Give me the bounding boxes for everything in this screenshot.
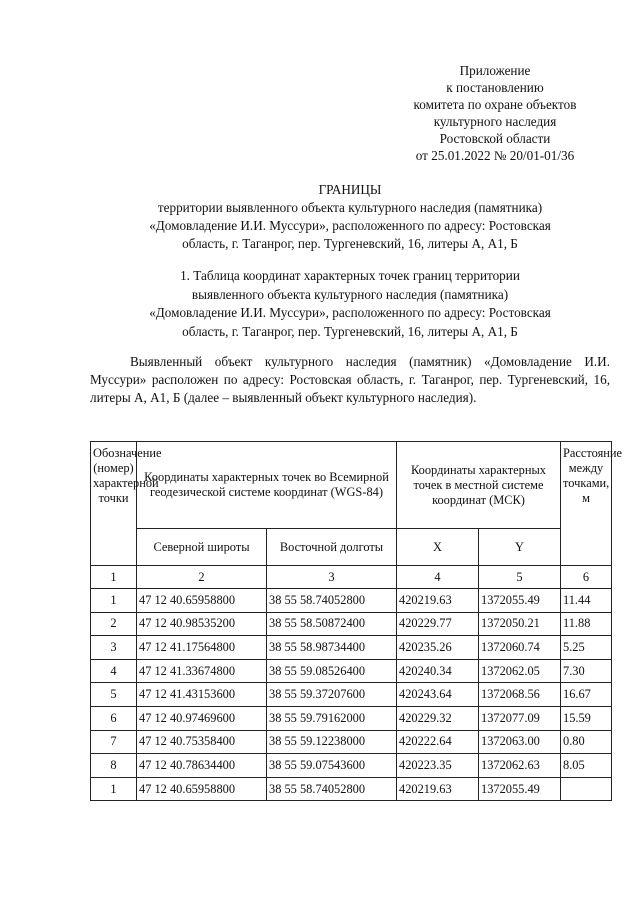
table-row: [91, 612, 612, 636]
cell-east: 38 55 58.98734400: [267, 636, 397, 660]
cell-point: 6: [91, 706, 137, 730]
cell-x: 420219.63: [397, 589, 479, 613]
table-row: [91, 659, 612, 683]
table-subheader-row: [91, 529, 612, 566]
header-wgs: Координаты характерных точек во Всемирной геодезической системе координат (WGS-84): [137, 442, 397, 529]
cell-north: 47 12 40.65958800: [137, 777, 267, 801]
cell-distance: 11.88: [561, 612, 612, 636]
cell-y: 1372068.56: [479, 683, 561, 707]
cell-distance: 0.80: [561, 730, 612, 754]
appendix-line: культурного наследия: [433, 114, 557, 129]
table-row: [91, 730, 612, 754]
cell-point: 2: [91, 612, 137, 636]
table-row: [91, 706, 612, 730]
column-number: 5: [479, 566, 561, 589]
cell-x: 420219.63: [397, 777, 479, 801]
header-point-designation: Обозначение (номер) характерной точки: [91, 442, 137, 566]
cell-x: 420229.32: [397, 706, 479, 730]
cell-east: 38 55 58.74052800: [267, 777, 397, 801]
appendix-line: к постановлению: [446, 80, 544, 95]
document-title: [60, 181, 640, 253]
cell-point: 1: [91, 777, 137, 801]
appendix-line: Приложение: [459, 63, 531, 78]
table-title-line: 1. Таблица координат характерных точек границ территории: [180, 268, 520, 283]
header-east: Восточной долготы: [267, 529, 397, 566]
description-paragraph: Выявленный объект культурного наследия (памятник) «Домовладение И.И. Муссури» расположен по адресу: Ростовская область, г. Таганрог, пер. Тургеневский, 16, литеры А, А1, Б (далее – выявленный объект культурного наследия).: [90, 354, 610, 405]
header-north: Северной широты: [137, 529, 267, 566]
table-row: [91, 589, 612, 613]
column-number: 1: [91, 566, 137, 589]
cell-x: 420235.26: [397, 636, 479, 660]
table-row: [91, 777, 612, 801]
cell-point: 7: [91, 730, 137, 754]
header-x: X: [397, 529, 479, 566]
cell-east: 38 55 59.07543600: [267, 754, 397, 778]
cell-y: 1372062.05: [479, 659, 561, 683]
cell-east: 38 55 58.50872400: [267, 612, 397, 636]
table-title-line: «Домовладение И.И. Муссури», расположенного по адресу: Ростовская: [149, 305, 551, 320]
cell-east: 38 55 59.08526400: [267, 659, 397, 683]
title-line: «Домовладение И.И. Муссури», расположенного по адресу: Ростовская: [149, 218, 551, 233]
table-title-line: область, г. Таганрог, пер. Тургеневский, 16, литеры А, А1, Б: [182, 323, 518, 339]
cell-y: 1372063.00: [479, 730, 561, 754]
header-y: Y: [479, 529, 561, 566]
cell-distance: 15.59: [561, 706, 612, 730]
cell-point: 1: [91, 589, 137, 613]
cell-north: 47 12 40.78634400: [137, 754, 267, 778]
cell-distance: 11.44: [561, 589, 612, 613]
cell-north: 47 12 41.17564800: [137, 636, 267, 660]
table-row: [91, 754, 612, 778]
cell-east: 38 55 59.79162000: [267, 706, 397, 730]
cell-north: 47 12 40.75358400: [137, 730, 267, 754]
cell-north: 47 12 41.33674800: [137, 659, 267, 683]
cell-y: 1372055.49: [479, 589, 561, 613]
cell-distance: 5.25: [561, 636, 612, 660]
cell-distance: [561, 777, 612, 801]
cell-distance: 8.05: [561, 754, 612, 778]
cell-distance: 16.67: [561, 683, 612, 707]
column-number: 4: [397, 566, 479, 589]
cell-y: 1372060.74: [479, 636, 561, 660]
appendix-block: [380, 62, 610, 164]
cell-north: 47 12 40.65958800: [137, 589, 267, 613]
title-heading: ГРАНИЦЫ: [318, 182, 382, 197]
table-numbering-row: [91, 566, 612, 589]
column-number: 6: [561, 566, 612, 589]
cell-x: 420222.64: [397, 730, 479, 754]
appendix-line: комитета по охране объектов: [413, 97, 577, 112]
cell-point: 3: [91, 636, 137, 660]
cell-y: 1372062.63: [479, 754, 561, 778]
table-header-row: [91, 442, 612, 529]
column-number: 2: [137, 566, 267, 589]
appendix-line: Ростовской области: [439, 131, 551, 146]
title-line: область, г. Таганрог, пер. Тургеневский, 16, литеры А, А1, Б: [182, 236, 518, 251]
cell-x: 420240.34: [397, 659, 479, 683]
cell-north: 47 12 40.98535200: [137, 612, 267, 636]
cell-east: 38 55 59.37207600: [267, 683, 397, 707]
title-line: территории выявленного объекта культурного наследия (памятника): [157, 200, 543, 215]
coordinates-table: [90, 441, 623, 801]
cell-y: 1372055.49: [479, 777, 561, 801]
cell-y: 1372050.21: [479, 612, 561, 636]
cell-north: 47 12 40.97469600: [137, 706, 267, 730]
cell-distance: 7.30: [561, 659, 612, 683]
cell-x: 420243.64: [397, 683, 479, 707]
appendix-line: от 25.01.2022 № 20/01-01/36: [415, 148, 575, 163]
cell-y: 1372077.09: [479, 706, 561, 730]
cell-point: 4: [91, 659, 137, 683]
cell-north: 47 12 41.43153600: [137, 683, 267, 707]
cell-east: 38 55 58.74052800: [267, 589, 397, 613]
cell-x: 420229.77: [397, 612, 479, 636]
cell-point: 5: [91, 683, 137, 707]
column-number: 3: [267, 566, 397, 589]
header-distance: Расстояние между точками, м: [561, 442, 612, 566]
table-row: [91, 683, 612, 707]
table-title: [60, 267, 640, 341]
cell-east: 38 55 59.12238000: [267, 730, 397, 754]
table-row: [91, 636, 612, 660]
cell-point: 8: [91, 754, 137, 778]
header-msk: Координаты характерных точек в местной системе координат (МСК): [397, 442, 561, 529]
table-title-line: выявленного объекта культурного наследия (памятника): [191, 286, 509, 302]
cell-x: 420223.35: [397, 754, 479, 778]
